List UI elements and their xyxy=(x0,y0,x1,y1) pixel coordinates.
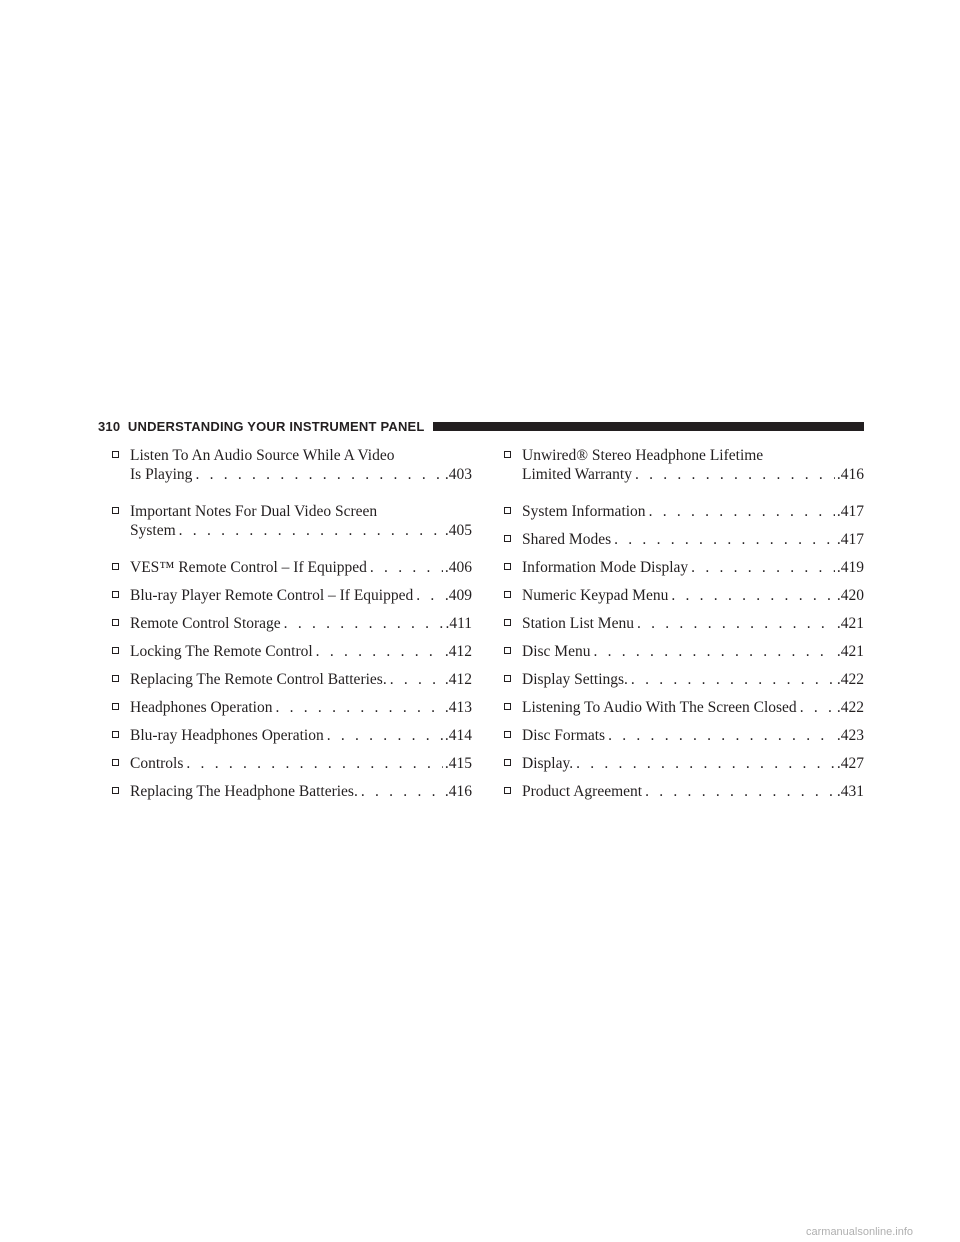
toc-entry-title: Disc Formats xyxy=(522,727,606,744)
toc-entry[interactable] xyxy=(112,754,472,773)
toc-entry-title: Display. xyxy=(522,755,574,772)
dot-leader xyxy=(358,782,443,801)
toc-page-number: .417 xyxy=(836,531,864,548)
bullet-box-icon xyxy=(112,619,119,626)
dot-leader xyxy=(573,754,835,773)
toc-entry[interactable] xyxy=(112,698,472,717)
dot-leader xyxy=(272,698,442,717)
toc-entry[interactable] xyxy=(112,446,472,484)
toc-entry-title: Limited Warranty xyxy=(522,466,632,483)
bullet-box-icon xyxy=(112,591,119,598)
toc-entry[interactable] xyxy=(112,782,472,801)
bullet-box-icon xyxy=(504,591,511,598)
toc-entry[interactable] xyxy=(112,502,472,540)
toc-entry-title: Controls xyxy=(130,755,184,772)
toc-entry-title: Blu-ray Player Remote Control – If Equipped xyxy=(130,587,414,604)
toc-page-number: .427 xyxy=(836,755,864,772)
bullet-box-icon xyxy=(112,731,119,738)
toc-page-number: .403 xyxy=(444,466,472,483)
toc-page-number: .412 xyxy=(444,643,472,660)
dot-leader xyxy=(281,614,444,633)
toc-entry-title: Important Notes For Dual Video Screen xyxy=(130,503,378,520)
dot-leader xyxy=(642,782,835,801)
toc-page-number: .415 xyxy=(444,755,472,772)
toc-page-number: .409 xyxy=(444,587,472,604)
toc-entry-title: Replacing The Remote Control Batteries. xyxy=(130,671,387,688)
toc-entry[interactable] xyxy=(504,726,864,745)
toc-entry-title: Remote Control Storage xyxy=(130,615,281,632)
dot-leader xyxy=(192,465,442,484)
toc-entry[interactable] xyxy=(112,586,472,605)
watermark: carmanualsonline.info xyxy=(806,1226,914,1238)
toc-entry[interactable] xyxy=(504,698,864,717)
dot-leader xyxy=(387,670,443,689)
toc-page-number: .406 xyxy=(444,559,472,576)
bullet-box-icon xyxy=(504,619,511,626)
bullet-box-icon xyxy=(504,759,511,766)
toc-entry[interactable] xyxy=(504,670,864,689)
toc-page-number: .422 xyxy=(836,671,864,688)
toc-entry-title: System xyxy=(130,522,176,539)
toc-entry-title: Product Agreement xyxy=(522,783,643,800)
page-header xyxy=(98,418,864,438)
dot-leader xyxy=(590,642,834,661)
toc-page-number: .414 xyxy=(444,727,472,744)
toc-page-number: .421 xyxy=(836,643,864,660)
toc-page-number: .422 xyxy=(836,699,864,716)
dot-leader xyxy=(176,521,443,540)
toc-entry-title: Replacing The Headphone Batteries. xyxy=(130,783,358,800)
dot-leader xyxy=(611,530,835,549)
dot-leader xyxy=(688,558,835,577)
toc-page-number: .412 xyxy=(444,671,472,688)
bullet-box-icon xyxy=(112,787,119,794)
bullet-box-icon xyxy=(112,675,119,682)
toc-entry[interactable] xyxy=(504,558,864,577)
toc-entry-title: Display Settings. xyxy=(522,671,628,688)
toc-page-number: .423 xyxy=(836,727,864,744)
toc-entry-title: Information Mode Display xyxy=(522,559,689,576)
toc-entry-title: VES™ Remote Control – If Equipped xyxy=(130,559,367,576)
toc-entry[interactable] xyxy=(504,586,864,605)
bullet-box-icon xyxy=(504,731,511,738)
bullet-box-icon xyxy=(112,563,119,570)
toc-page-number: .416 xyxy=(444,783,472,800)
toc-entry-title: Is Playing xyxy=(130,466,193,483)
toc-entry-title: Listen To An Audio Source While A Video xyxy=(130,447,395,464)
page-number: 310 xyxy=(98,419,121,434)
toc-entry-title: Blu-ray Headphones Operation xyxy=(130,727,324,744)
toc-entry[interactable] xyxy=(112,614,472,633)
dot-leader xyxy=(313,642,443,661)
section-title: UNDERSTANDING YOUR INSTRUMENT PANEL xyxy=(127,419,425,434)
toc-entry-title: Listening To Audio With The Screen Closed xyxy=(522,699,797,716)
toc-entry[interactable] xyxy=(112,670,472,689)
dot-leader xyxy=(605,726,835,745)
toc-page-number: .420 xyxy=(836,587,864,604)
toc-page-number: .417 xyxy=(836,503,864,520)
dot-leader xyxy=(628,670,835,689)
bullet-box-icon xyxy=(504,675,511,682)
toc-entry-title: Shared Modes xyxy=(522,531,612,548)
toc-entry-title: Station List Menu xyxy=(522,615,634,632)
toc-page-number: .421 xyxy=(836,615,864,632)
toc-entry[interactable] xyxy=(504,446,864,484)
bullet-box-icon xyxy=(504,507,511,514)
toc-entry-title: Unwired® Stereo Headphone Lifetime xyxy=(522,447,764,464)
bullet-box-icon xyxy=(112,759,119,766)
toc-entry-title: Headphones Operation xyxy=(130,699,273,716)
toc-entry[interactable] xyxy=(504,642,864,661)
toc-page-number: .411 xyxy=(445,615,472,632)
dot-leader xyxy=(797,698,835,717)
dot-leader xyxy=(367,558,443,577)
bullet-box-icon xyxy=(112,703,119,710)
toc-entry[interactable] xyxy=(504,530,864,549)
bullet-box-icon xyxy=(112,507,119,514)
header-text xyxy=(98,419,433,435)
bullet-box-icon xyxy=(504,647,511,654)
toc-entry[interactable] xyxy=(504,754,864,773)
toc-page-number: .431 xyxy=(836,783,864,800)
toc-entry[interactable] xyxy=(504,614,864,633)
bullet-box-icon xyxy=(504,535,511,542)
toc-page-number: .413 xyxy=(444,699,472,716)
toc-entry[interactable] xyxy=(112,726,472,745)
bullet-box-icon xyxy=(112,647,119,654)
toc-entry-title: Locking The Remote Control xyxy=(130,643,313,660)
toc-entry-title: Disc Menu xyxy=(522,643,591,660)
toc-entry[interactable] xyxy=(504,782,864,801)
dot-leader xyxy=(634,614,835,633)
bullet-box-icon xyxy=(504,563,511,570)
toc-page-number: .419 xyxy=(836,559,864,576)
bullet-box-icon xyxy=(112,451,119,458)
dot-leader xyxy=(632,465,835,484)
toc-entry[interactable] xyxy=(504,502,864,521)
bullet-box-icon xyxy=(504,451,511,458)
toc-page-number: .416 xyxy=(836,466,864,483)
dot-leader xyxy=(646,502,835,521)
dot-leader xyxy=(183,754,442,773)
bullet-box-icon xyxy=(504,703,511,710)
dot-leader xyxy=(413,586,443,605)
dot-leader xyxy=(324,726,443,745)
dot-leader xyxy=(668,586,835,605)
toc-entry-title: Numeric Keypad Menu xyxy=(522,587,669,604)
toc-page-number: .405 xyxy=(444,522,472,539)
toc-entry[interactable] xyxy=(112,642,472,661)
bullet-box-icon xyxy=(504,787,511,794)
toc-entry-title: System Information xyxy=(522,503,646,520)
toc-entry[interactable] xyxy=(112,558,472,577)
